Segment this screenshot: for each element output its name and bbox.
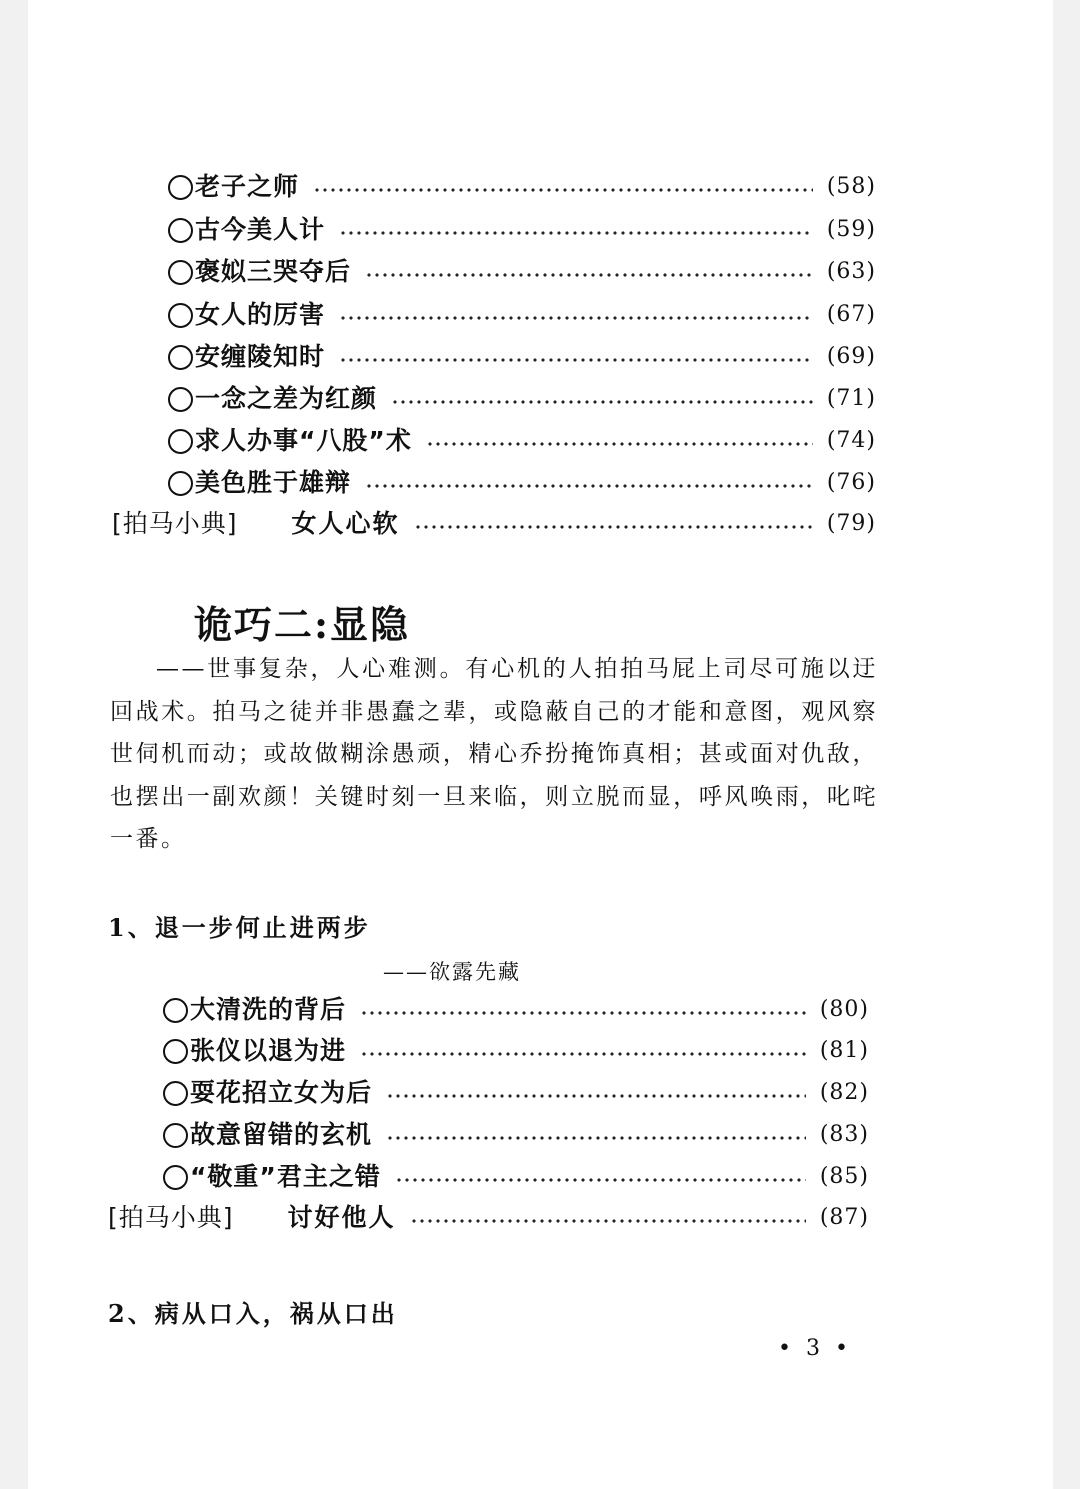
toc-entry-title: 美色胜于雄辩	[195, 468, 352, 497]
toc-entry-page: (83)	[819, 1122, 869, 1147]
toc-entry	[168, 342, 876, 372]
toc-entry-page: (69)	[826, 344, 876, 369]
toc-entry-title: 求人办事“八股”术	[195, 426, 412, 455]
circle-bullet-icon	[168, 471, 193, 496]
toc-entry	[168, 300, 876, 330]
circle-bullet-icon	[163, 1123, 188, 1148]
toc-entry-page: (74)	[826, 428, 876, 453]
toc-entry-title: 古今美人计	[195, 215, 326, 244]
circle-bullet-icon	[163, 998, 188, 1023]
dot-leader	[386, 1136, 806, 1140]
dot-leader	[360, 1052, 806, 1056]
chapter-heading: 诡巧二:显隐	[194, 602, 411, 647]
toc-entry-title: 老子之师	[195, 172, 300, 201]
toc-entry-title: 大清洗的背后	[190, 995, 347, 1024]
toc-entry-anecdote	[112, 509, 876, 539]
toc-entry	[163, 1036, 869, 1066]
toc-entry-page: (58)	[826, 174, 876, 199]
toc-entry-title: 安缠陵知时	[195, 342, 326, 371]
dot-leader	[386, 1094, 806, 1098]
toc-entry-page: (76)	[826, 470, 876, 495]
dot-leader	[339, 358, 813, 362]
dot-leader	[313, 188, 813, 192]
toc-entry-page: (67)	[826, 302, 876, 327]
page-number: • 3 •	[778, 1336, 852, 1361]
toc-entry	[168, 172, 876, 202]
toc-entry	[163, 1162, 869, 1192]
toc-entry-page: (71)	[826, 386, 876, 411]
dot-leader	[339, 231, 813, 235]
circle-bullet-icon	[163, 1081, 188, 1106]
toc-entry	[163, 995, 869, 1025]
section-title: 2、病从口入，祸从口出	[108, 1299, 398, 1328]
toc-entry-page: (79)	[826, 511, 876, 536]
toc-entry	[168, 468, 876, 498]
anecdote-bracket-label: [拍马小典]	[112, 509, 238, 538]
toc-entry	[168, 215, 876, 245]
toc-entry-title: 张仪以退为进	[190, 1036, 347, 1065]
dot-leader	[365, 273, 813, 277]
dot-leader	[414, 525, 813, 529]
toc-entry-title: 一念之差为红颜	[195, 384, 378, 413]
toc-entry	[163, 1078, 869, 1108]
circle-bullet-icon	[163, 1039, 188, 1064]
toc-entry-page: (81)	[819, 1038, 869, 1063]
toc-entry-title: 褒姒三哭夺后	[195, 257, 352, 286]
dot-leader	[410, 1219, 806, 1223]
anecdote-bracket-label: [拍马小典]	[108, 1203, 234, 1232]
toc-entry-page: (80)	[819, 997, 869, 1022]
toc-entry-title: 女人的厉害	[195, 300, 326, 329]
circle-bullet-icon	[168, 345, 193, 370]
toc-entry-page: (85)	[819, 1164, 869, 1189]
dot-leader	[395, 1178, 806, 1182]
circle-bullet-icon	[168, 175, 193, 200]
toc-entry-page: (82)	[819, 1080, 869, 1105]
circle-bullet-icon	[168, 429, 193, 454]
dot-leader	[391, 400, 813, 404]
dot-leader	[426, 442, 813, 446]
toc-entry	[168, 384, 876, 414]
circle-bullet-icon	[168, 387, 193, 412]
toc-entry-title: 女人心软	[291, 509, 400, 538]
toc-entry-title: “敬重”君主之错	[190, 1162, 381, 1191]
chapter-intro: ——世事复杂，人心难测。有心机的人拍拍马屁上司尽可施以迂回战术。拍马之徒并非愚蠢之辈，或隐蔽自己的才能和意图，观风察世伺机而动；或故做糊涂愚顽，精心乔扮掩饰真相；甚或面对仇敌，也摆出一副欢颜！关键时刻一旦来临，则立脱而显，呼风唤雨，叱咤一番。	[110, 656, 878, 852]
circle-bullet-icon	[168, 218, 193, 243]
section-title: 1、退一步何止进两步	[108, 913, 371, 942]
toc-entry	[163, 1120, 869, 1150]
dot-leader	[365, 484, 813, 488]
section-subtitle: ——欲露先藏	[383, 960, 521, 984]
toc-entry-title: 讨好他人	[287, 1203, 396, 1232]
dot-leader	[360, 1011, 806, 1015]
toc-entry-title: 耍花招立女为后	[190, 1078, 373, 1107]
circle-bullet-icon	[163, 1165, 188, 1190]
toc-entry	[168, 426, 876, 456]
dot-leader	[339, 316, 813, 320]
toc-entry-page: (87)	[819, 1205, 869, 1230]
circle-bullet-icon	[168, 260, 193, 285]
toc-entry-page: (59)	[826, 217, 876, 242]
toc-entry-page: (63)	[826, 259, 876, 284]
circle-bullet-icon	[168, 303, 193, 328]
toc-entry-title: 故意留错的玄机	[190, 1120, 373, 1149]
toc-entry-anecdote	[108, 1203, 869, 1233]
toc-entry	[168, 257, 876, 287]
